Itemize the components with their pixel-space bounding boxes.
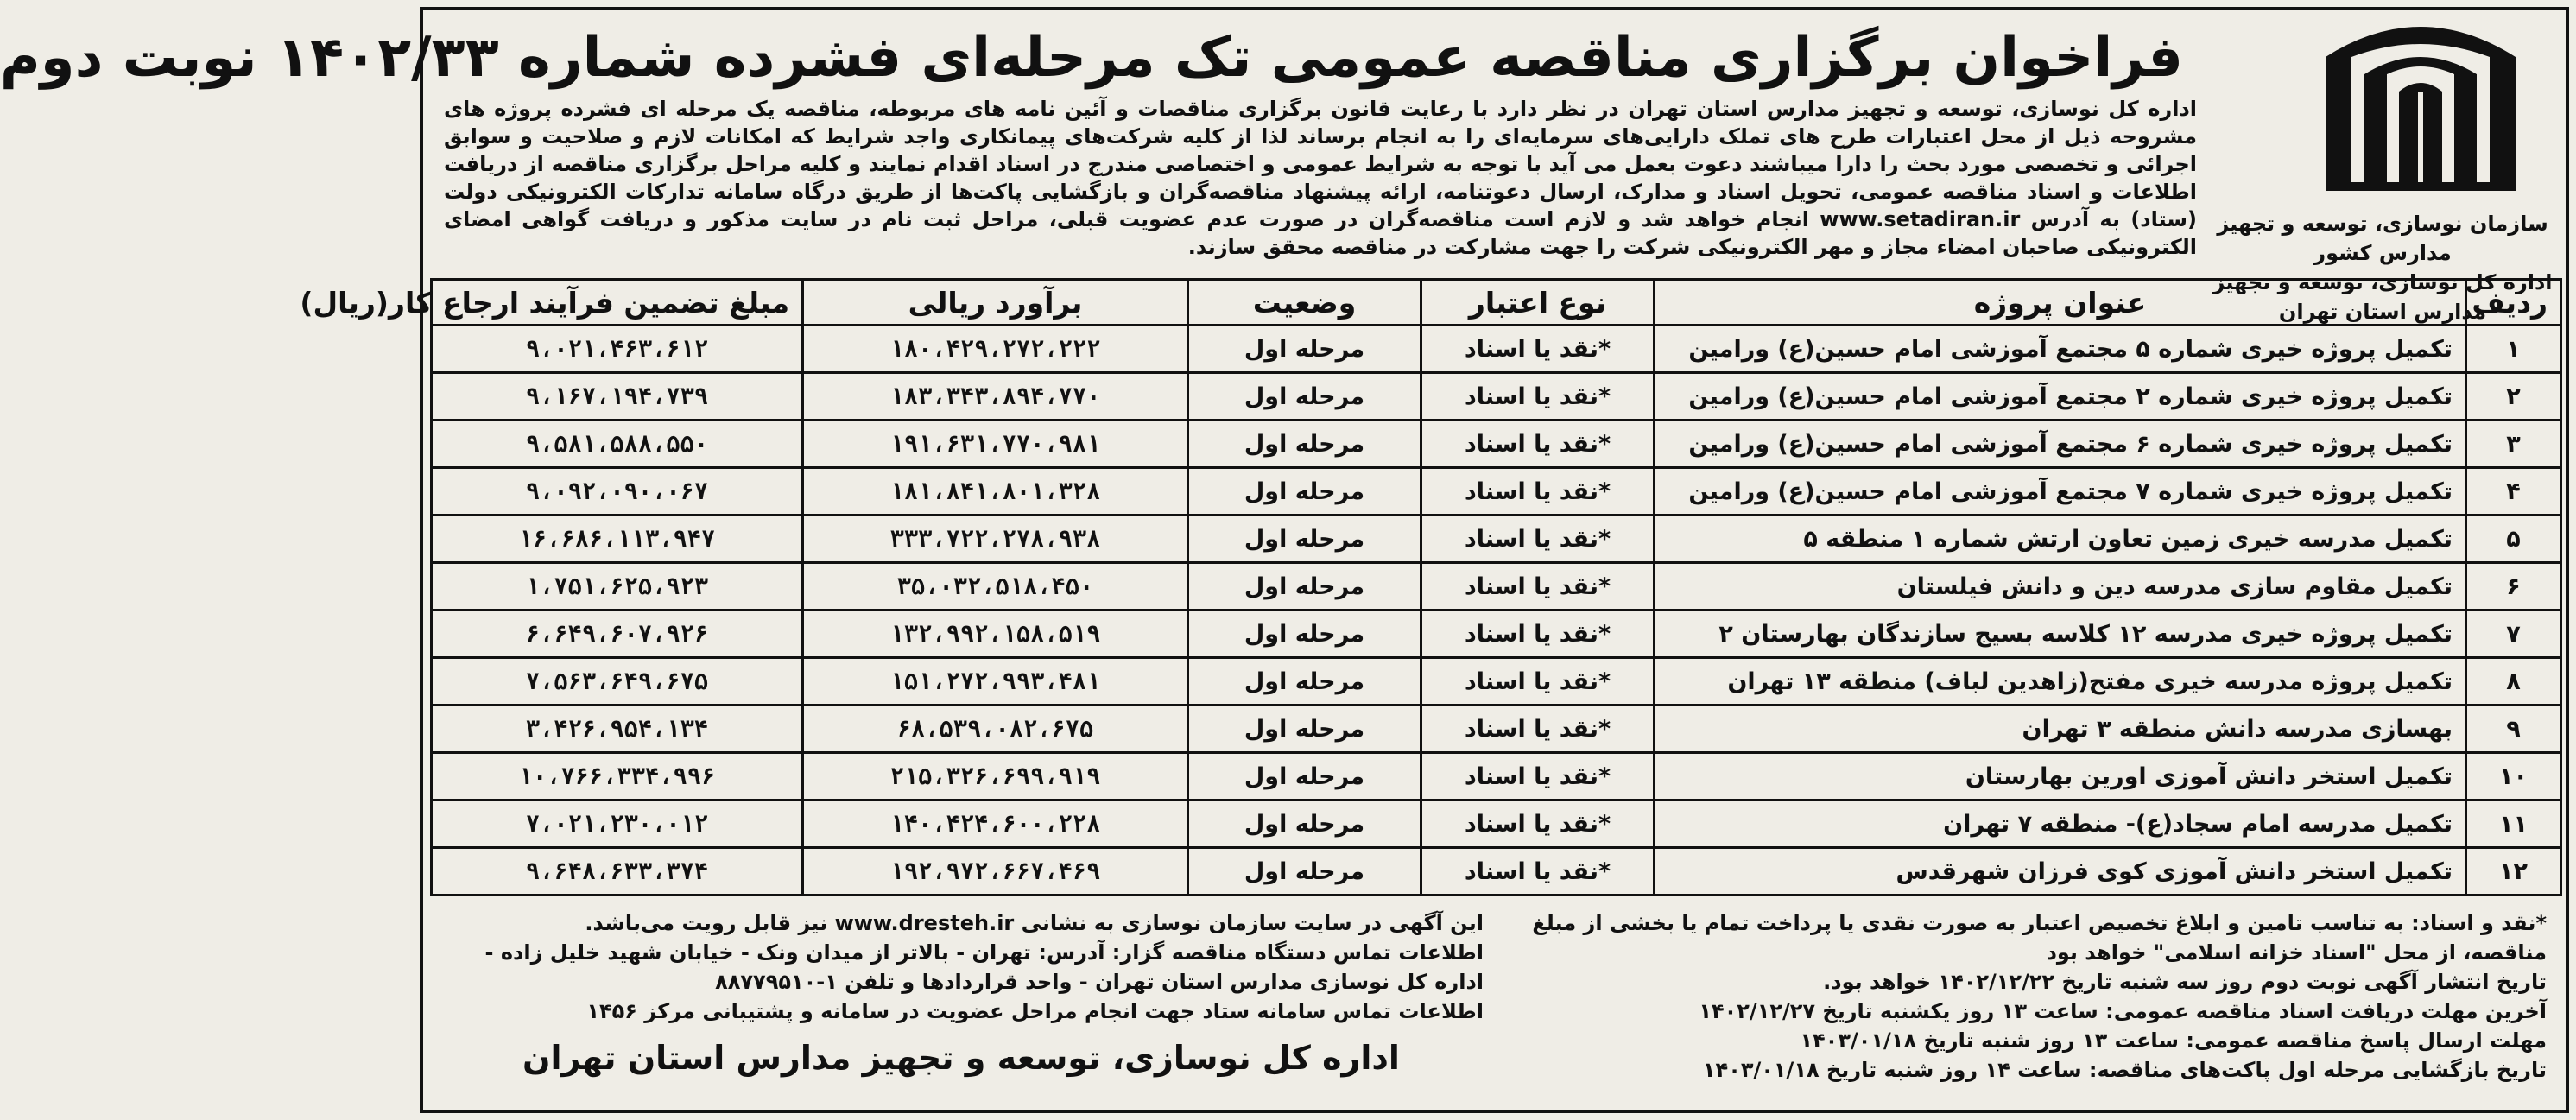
- contact-address: تهران - بالاتر از میدان ونک - خیابان شهید خلیل زاده - اداره کل نوسازی مدارس استان تهران - واحد قراردادها و تلفن ۱-۸۸۷۷۹۵۱۰: [484, 940, 1484, 994]
- org-name-line2: اداره کل نوسازی، توسعه و تجهیز مدارس استان تهران: [2212, 270, 2553, 324]
- cell-status: مرحله اول: [1188, 516, 1421, 563]
- cell-status: مرحله اول: [1188, 326, 1421, 373]
- table-row: [432, 468, 2561, 516]
- projects-table: [300, 278, 2562, 896]
- cell-guarantee: ۱،۷۵۱،۶۲۵،۹۲۳: [432, 563, 803, 611]
- cell-project-title: تکمیل مقاوم سازی مدرسه دین و دانش فیلستان: [1655, 563, 2466, 611]
- publish-date: تاریخ انتشار آگهی نوبت دوم روز سه شنبه تاریخ ۱۴۰۲/۱۲/۲۲ خواهد بود.: [1823, 970, 2547, 994]
- cell-project-title: تکمیل مدرسه خیری زمین تعاون ارتش شماره ۱ منطقه ۵: [1655, 516, 2466, 563]
- cell-credit-type: *نقد یا اسناد: [1421, 326, 1655, 373]
- header-row-number: ردیف: [2466, 280, 2561, 326]
- cell-estimate: ۱۸۳،۳۴۳،۸۹۴،۷۷۰: [803, 373, 1188, 421]
- cell-guarantee: ۹،۰۲۱،۴۶۳،۶۱۲: [432, 326, 803, 373]
- footer-terms: [1484, 908, 2547, 1085]
- cell-status: مرحله اول: [1188, 421, 1421, 468]
- table-row: [432, 848, 2561, 895]
- payment-note: [1484, 908, 2547, 967]
- reply-deadline-value: ساعت ۱۳ روز شنبه تاریخ ۱۴۰۳/۰۱/۱۸: [1800, 1028, 2180, 1053]
- cell-estimate: ۱۵۱،۲۷۲،۹۹۳،۴۸۱: [803, 658, 1188, 706]
- cell-credit-type: *نقد یا اسناد: [1421, 800, 1655, 848]
- payment-note-label: *نقد و اسناد:: [2411, 911, 2547, 935]
- table-row: [432, 373, 2561, 421]
- intro-paragraph: اداره کل نوسازی، توسعه و تجهیز مدارس استان تهران در نظر دارد با رعایت قانون برگزاری مناقصات و آئین نامه های مربوطه، مناقصه یک مرحله ای فشرده پروژه های مشروحه ذیل از محل اعتبارات طرح های تملک دارایی‌های سرمایه‌ای را به انجام برساند لذا از کلیه شرکت‌های پیمانکاری واجد شرایط که امکانات لازم و صلاحیت و سوابق اجرائی و تخصصی مورد بحث را دارا میباشند دعوت بعمل می آید با توجه به شرایط عمومی و اختصاصی مندرج در اسناد اقدام نمایند و کلیه مراحل برگزاری مناقصه از دریافت اطلاعات و اسناد مناقصه عمومی، تحویل اسناد و مدارک، ارسال دعوتنامه، ارائه پیشنهاد مناقصه‌گران و بازگشایی پاکت‌ها از طریق درگاه سامانه تدارکات الکترونیکی دولت (ستاد) به آدرس www.setadiran.ir انجام خواهد شد و لازم است مناقصه‌گران در صورت عدم عضویت قبلی، مراحل ثبت نام در سایت مذکور و دریافت گواهی امضای الکترونیکی صاحبان امضاء مجاز و مهر الکترونیکی شرکت را جهت مشارکت در مناقصه محقق سازند.: [444, 97, 2197, 259]
- cell-project-title: تکمیل پروژه خیری شماره ۲ مجتمع آموزشی امام حسین(ع) ورامین: [1655, 373, 2466, 421]
- cell-row-number: ۶: [2466, 563, 2561, 611]
- table-row: [432, 421, 2561, 468]
- table-row: [432, 706, 2561, 753]
- table-row: [432, 611, 2561, 658]
- table-row: [432, 800, 2561, 848]
- header-status: وضعیت: [1188, 280, 1421, 326]
- cell-credit-type: *نقد یا اسناد: [1421, 421, 1655, 468]
- cell-estimate: ۱۳۲،۹۹۲،۱۵۸،۵۱۹: [803, 611, 1188, 658]
- cell-status: مرحله اول: [1188, 753, 1421, 800]
- cell-status: مرحله اول: [1188, 563, 1421, 611]
- cell-guarantee: ۱۶،۶۸۶،۱۱۳،۹۴۷: [432, 516, 803, 563]
- table-row: [432, 563, 2561, 611]
- cell-project-title: تکمیل استخر دانش آموزی اورین بهارستان: [1655, 753, 2466, 800]
- setad-support: اطلاعات تماس سامانه ستاد جهت انجام مراحل عضویت در سامانه و پشتیبانی مرکز ۱۴۵۶: [586, 999, 1484, 1023]
- cell-status: مرحله اول: [1188, 848, 1421, 895]
- cell-credit-type: *نقد یا اسناد: [1421, 468, 1655, 516]
- cell-credit-type: *نقد یا اسناد: [1421, 753, 1655, 800]
- cell-project-title: تکمیل پروژه مدرسه خیری مفتح(زاهدین لباف) منطقه ۱۳ تهران: [1655, 658, 2466, 706]
- cell-estimate: ۶۸،۵۳۹،۰۸۲،۶۷۵: [803, 706, 1188, 753]
- table-row: [432, 753, 2561, 800]
- contact-label: اطلاعات تماس دستگاه مناقصه گزار: آدرس:: [1038, 940, 1484, 965]
- cell-estimate: ۱۸۰،۴۲۹،۲۷۲،۲۲۲: [803, 326, 1188, 373]
- cell-credit-type: *نقد یا اسناد: [1421, 563, 1655, 611]
- cell-credit-type: *نقد یا اسناد: [1421, 516, 1655, 563]
- cell-project-title: تکمیل مدرسه امام سجاد(ع)- منطقه ۷ تهران: [1655, 800, 2466, 848]
- cell-status: مرحله اول: [1188, 611, 1421, 658]
- cell-credit-type: *نقد یا اسناد: [1421, 848, 1655, 895]
- cell-estimate: ۱۸۱،۸۴۱،۸۰۱،۳۲۸: [803, 468, 1188, 516]
- header-project-title: عنوان پروژه: [1655, 280, 2466, 326]
- cell-guarantee: ۷،۰۲۱،۲۳۰،۰۱۲: [432, 800, 803, 848]
- page-title: فراخوان برگزاری مناقصه عمومی تک مرحله‌ای فشرده شماره ۱۴۰۲/۳۳ نوبت دوم: [0, 26, 2183, 90]
- header-estimate: برآورد ریالی: [803, 280, 1188, 326]
- cell-guarantee: ۳،۴۲۶،۹۵۴،۱۳۴: [432, 706, 803, 753]
- cell-row-number: ۲: [2466, 373, 2561, 421]
- cell-project-title: تکمیل پروژه خیری شماره ۶ مجتمع آموزشی امام حسین(ع) ورامین: [1655, 421, 2466, 468]
- cell-credit-type: *نقد یا اسناد: [1421, 611, 1655, 658]
- cell-row-number: ۱۲: [2466, 848, 2561, 895]
- organization-logo-icon: [2317, 22, 2524, 195]
- cell-estimate: ۱۴۰،۴۲۴،۶۰۰،۲۲۸: [803, 800, 1188, 848]
- cell-status: مرحله اول: [1188, 800, 1421, 848]
- cell-estimate: ۲۱۵،۳۲۶،۶۹۹،۹۱۹: [803, 753, 1188, 800]
- cell-guarantee: ۹،۰۹۲،۰۹۰،۰۶۷: [432, 468, 803, 516]
- reply-deadline: [1484, 1026, 2547, 1055]
- docs-deadline: [1484, 997, 2547, 1026]
- docs-deadline-label: آخرین مهلت دریافت اسناد مناقصه عمومی:: [2105, 999, 2547, 1023]
- contact-info: [439, 938, 1484, 997]
- cell-guarantee: ۱۰،۷۶۶،۳۳۴،۹۹۶: [432, 753, 803, 800]
- cell-status: مرحله اول: [1188, 658, 1421, 706]
- cell-guarantee: ۷،۵۶۳،۶۴۹،۶۷۵: [432, 658, 803, 706]
- footer-contact: [439, 908, 1484, 1077]
- payment-note-text: به تناسب تامین و ابلاغ تخصیص اعتبار به صورت نقدی یا پرداخت تمام یا بخشی از مبلغ مناقصه، از محل "اسناد خزانه اسلامی" خواهد بود: [1532, 911, 2547, 965]
- cell-row-number: ۱۰: [2466, 753, 2561, 800]
- opening-date: [1484, 1055, 2547, 1085]
- cell-row-number: ۴: [2466, 468, 2561, 516]
- reply-deadline-label: مهلت ارسال پاسخ مناقصه عمومی:: [2186, 1028, 2547, 1053]
- cell-project-title: تکمیل پروژه خیری شماره ۵ مجتمع آموزشی امام حسین(ع) ورامین: [1655, 326, 2466, 373]
- cell-row-number: ۱: [2466, 326, 2561, 373]
- docs-deadline-value: ساعت ۱۳ روز یکشنبه تاریخ ۱۴۰۲/۱۲/۲۷: [1699, 999, 2098, 1023]
- signature: اداره کل نوسازی، توسعه و تجهیز مدارس استان تهران: [522, 1039, 1400, 1077]
- cell-project-title: تکمیل استخر دانش آموزی کوی فرزان شهرقدس: [1655, 848, 2466, 895]
- table-row: [432, 658, 2561, 706]
- table-row: [432, 326, 2561, 373]
- cell-estimate: ۳۳۳،۷۲۲،۲۷۸،۹۳۸: [803, 516, 1188, 563]
- cell-row-number: ۳: [2466, 421, 2561, 468]
- cell-guarantee: ۶،۶۴۹،۶۰۷،۹۲۶: [432, 611, 803, 658]
- cell-project-title: بهسازی مدرسه دانش منطقه ۳ تهران: [1655, 706, 2466, 753]
- cell-project-title: تکمیل پروژه خیری مدرسه ۱۲ کلاسه بسیج سازندگان بهارستان ۲: [1655, 611, 2466, 658]
- org-name-line1: سازمان نوسازی، توسعه و تجهیز مدارس کشور: [2217, 212, 2548, 265]
- cell-status: مرحله اول: [1188, 373, 1421, 421]
- cell-row-number: ۸: [2466, 658, 2561, 706]
- cell-row-number: ۹: [2466, 706, 2561, 753]
- table-row: [432, 516, 2561, 563]
- opening-date-value: ساعت ۱۴ روز شنبه تاریخ ۱۴۰۳/۰۱/۱۸: [1702, 1058, 2082, 1082]
- cell-status: مرحله اول: [1188, 706, 1421, 753]
- cell-credit-type: *نقد یا اسناد: [1421, 373, 1655, 421]
- table-header-row: [432, 280, 2561, 326]
- cell-estimate: ۱۹۲،۹۷۲،۶۶۷،۴۶۹: [803, 848, 1188, 895]
- opening-date-label: تاریخ بازگشایی مرحله اول پاکت‌های مناقصه:: [2088, 1058, 2547, 1082]
- website-note: این آگهی در سایت سازمان نوسازی به نشانی www.dresteh.ir نیز قابل رویت می‌باشد.: [585, 911, 1484, 935]
- cell-credit-type: *نقد یا اسناد: [1421, 706, 1655, 753]
- cell-status: مرحله اول: [1188, 468, 1421, 516]
- cell-credit-type: *نقد یا اسناد: [1421, 658, 1655, 706]
- cell-row-number: ۱۱: [2466, 800, 2561, 848]
- header-guarantee: مبلغ تضمین فرآیند ارجاع کار(ریال): [432, 280, 803, 326]
- cell-estimate: ۱۹۱،۶۳۱،۷۷۰،۹۸۱: [803, 421, 1188, 468]
- cell-estimate: ۳۵،۰۳۲،۵۱۸،۴۵۰: [803, 563, 1188, 611]
- cell-project-title: تکمیل پروژه خیری شماره ۷ مجتمع آموزشی امام حسین(ع) ورامین: [1655, 468, 2466, 516]
- cell-row-number: ۵: [2466, 516, 2561, 563]
- cell-guarantee: ۹،۱۶۷،۱۹۴،۷۳۹: [432, 373, 803, 421]
- cell-row-number: ۷: [2466, 611, 2561, 658]
- cell-guarantee: ۹،۵۸۱،۵۸۸،۵۵۰: [432, 421, 803, 468]
- cell-guarantee: ۹،۶۴۸،۶۳۳،۳۷۴: [432, 848, 803, 895]
- header-credit-type: نوع اعتبار: [1421, 280, 1655, 326]
